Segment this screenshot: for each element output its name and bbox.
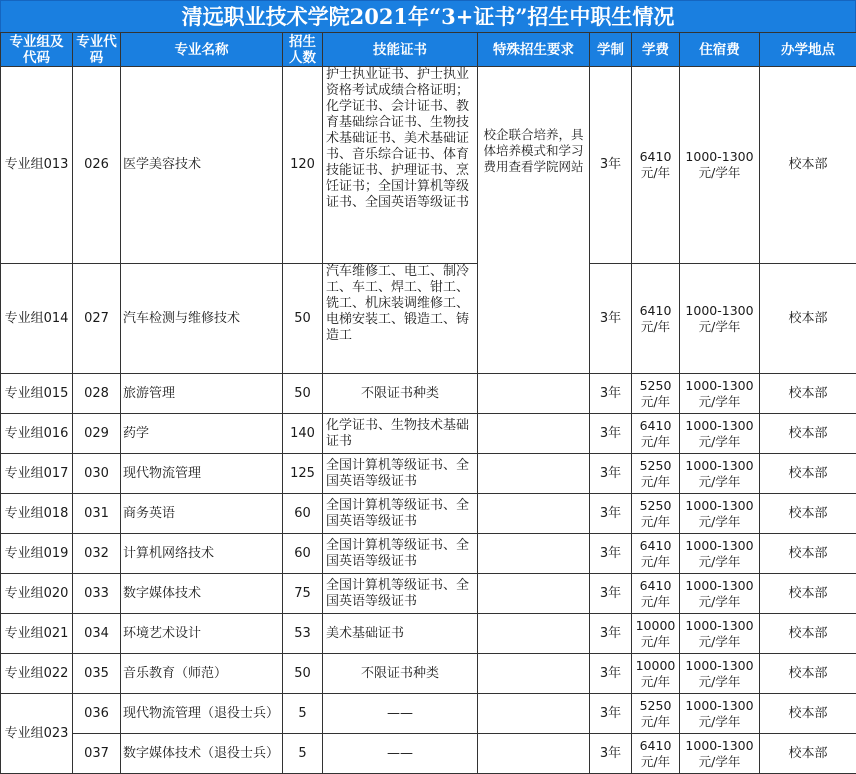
count-cell: 60 (283, 534, 323, 574)
tuition-cell: 6410元/年 (632, 67, 680, 264)
major-name-cell: 现代物流管理 (121, 454, 283, 494)
tuition-cell: 6410元/年 (632, 734, 680, 774)
tuition-cell: 5250元/年 (632, 494, 680, 534)
cert-cell: 全国计算机等级证书、全国英语等级证书 (323, 534, 478, 574)
code-cell: 031 (73, 494, 121, 534)
accommodation-cell: 1000-1300元/学年 (680, 574, 760, 614)
location-cell: 校本部 (760, 574, 856, 614)
location-cell: 校本部 (760, 414, 856, 454)
table-row (1, 694, 856, 734)
count-cell: 50 (283, 374, 323, 414)
special-req-cell (478, 374, 590, 414)
duration-cell: 3年 (590, 654, 632, 694)
location-cell: 校本部 (760, 454, 856, 494)
special-req-cell (478, 734, 590, 774)
group-cell: 专业组013 (1, 67, 73, 264)
code-cell: 026 (73, 67, 121, 264)
cert-cell: 全国计算机等级证书、全国英语等级证书 (323, 494, 478, 534)
location-cell: 校本部 (760, 494, 856, 534)
duration-cell: 3年 (590, 67, 632, 264)
duration-cell: 3年 (590, 494, 632, 534)
table-row (1, 654, 856, 694)
accommodation-cell: 1000-1300元/学年 (680, 534, 760, 574)
code-cell: 029 (73, 414, 121, 454)
count-cell: 5 (283, 734, 323, 774)
location-cell: 校本部 (760, 264, 856, 374)
special-req-cell (478, 694, 590, 734)
header-duration: 学制 (590, 33, 632, 67)
location-cell: 校本部 (760, 614, 856, 654)
count-cell: 125 (283, 454, 323, 494)
accommodation-cell: 1000-1300元/学年 (680, 414, 760, 454)
duration-cell: 3年 (590, 734, 632, 774)
cert-cell: 化学证书、生物技术基础证书 (323, 414, 478, 454)
duration-cell: 3年 (590, 574, 632, 614)
count-cell: 60 (283, 494, 323, 534)
special-req-cell (478, 67, 590, 374)
group-cell: 专业组015 (1, 374, 73, 414)
count-cell: 50 (283, 264, 323, 374)
header-skill-cert: 技能证书 (323, 33, 478, 67)
tuition-cell: 6410元/年 (632, 534, 680, 574)
header-major-code: 专业代码 (73, 33, 121, 67)
major-name-cell: 汽车检测与维修技术 (121, 264, 283, 374)
duration-cell: 3年 (590, 454, 632, 494)
major-name-cell: 计算机网络技术 (121, 534, 283, 574)
special-req-cell (478, 454, 590, 494)
header-group-code: 专业组及代码 (1, 33, 73, 67)
count-cell: 53 (283, 614, 323, 654)
cert-cell: 全国计算机等级证书、全国英语等级证书 (323, 454, 478, 494)
tuition-cell: 6410元/年 (632, 574, 680, 614)
accommodation-cell: 1000-1300元/学年 (680, 694, 760, 734)
header-special-req: 特殊招生要求 (478, 33, 590, 67)
special-req-text: 校企联合培养，具体培养模式和学习费用查看学院网站 (480, 67, 587, 175)
table-row (1, 414, 856, 454)
count-cell: 75 (283, 574, 323, 614)
code-cell: 037 (73, 734, 121, 774)
location-cell: 校本部 (760, 67, 856, 264)
duration-cell: 3年 (590, 694, 632, 734)
tuition-cell: 10000元/年 (632, 654, 680, 694)
group-cell: 专业组023 (1, 694, 73, 774)
table-row (1, 734, 856, 774)
count-cell: 120 (283, 67, 323, 264)
location-cell: 校本部 (760, 654, 856, 694)
header-enroll-count: 招生人数 (283, 33, 323, 67)
duration-cell: 3年 (590, 374, 632, 414)
special-req-cell (478, 654, 590, 694)
code-cell: 033 (73, 574, 121, 614)
accommodation-cell: 1000-1300元/学年 (680, 67, 760, 264)
header-major-name: 专业名称 (121, 33, 283, 67)
location-cell: 校本部 (760, 734, 856, 774)
major-name-cell: 商务英语 (121, 494, 283, 534)
major-name-cell: 医学美容技术 (121, 67, 283, 264)
cert-cell: 护士执业证书、护士执业资格考试成绩合格证明；化学证书、会计证书、教育基础综合证书、生物技术基础证书、美术基础证书、音乐综合证书、体育技能证书、护理证书、烹饪证书；全国计算机等级证书、全国英语等级证书 (323, 67, 478, 264)
header-accommodation: 住宿费 (680, 33, 760, 67)
code-cell: 034 (73, 614, 121, 654)
accommodation-cell: 1000-1300元/学年 (680, 454, 760, 494)
group-cell: 专业组022 (1, 654, 73, 694)
special-req-cell (478, 494, 590, 534)
duration-cell: 3年 (590, 534, 632, 574)
code-cell: 036 (73, 694, 121, 734)
accommodation-cell: 1000-1300元/学年 (680, 614, 760, 654)
table-row (1, 614, 856, 654)
major-name-cell: 药学 (121, 414, 283, 454)
major-name-cell: 现代物流管理（退役士兵） (121, 694, 283, 734)
code-cell: 035 (73, 654, 121, 694)
accommodation-cell: 1000-1300元/学年 (680, 734, 760, 774)
accommodation-cell: 1000-1300元/学年 (680, 374, 760, 414)
header-location: 办学地点 (760, 33, 856, 67)
special-req-cell (478, 574, 590, 614)
major-name-cell: 旅游管理 (121, 374, 283, 414)
table-row (1, 574, 856, 614)
code-cell: 030 (73, 454, 121, 494)
header-row (1, 33, 856, 67)
table-row (1, 494, 856, 534)
count-cell: 50 (283, 654, 323, 694)
special-req-cell (478, 614, 590, 654)
code-cell: 028 (73, 374, 121, 414)
cert-cell: 全国计算机等级证书、全国英语等级证书 (323, 574, 478, 614)
location-cell: 校本部 (760, 374, 856, 414)
code-cell: 032 (73, 534, 121, 574)
special-req-cell (478, 414, 590, 454)
cert-cell: —— (323, 734, 478, 774)
code-cell: 027 (73, 264, 121, 374)
major-name-cell: 音乐教育（师范） (121, 654, 283, 694)
accommodation-cell: 1000-1300元/学年 (680, 264, 760, 374)
page-title: 清远职业技术学院2021年“3+证书”招生中职生情况 (0, 0, 856, 32)
cert-cell: 美术基础证书 (323, 614, 478, 654)
group-cell: 专业组014 (1, 264, 73, 374)
accommodation-cell: 1000-1300元/学年 (680, 654, 760, 694)
location-cell: 校本部 (760, 694, 856, 734)
location-cell: 校本部 (760, 534, 856, 574)
tuition-cell: 10000元/年 (632, 614, 680, 654)
tuition-cell: 6410元/年 (632, 414, 680, 454)
cert-cell: 不限证书种类 (323, 374, 478, 414)
cert-cell: —— (323, 694, 478, 734)
accommodation-cell: 1000-1300元/学年 (680, 494, 760, 534)
table-row (1, 454, 856, 494)
group-cell: 专业组020 (1, 574, 73, 614)
table-row (1, 534, 856, 574)
duration-cell: 3年 (590, 614, 632, 654)
major-name-cell: 数字媒体技术 (121, 574, 283, 614)
duration-cell: 3年 (590, 264, 632, 374)
tuition-cell: 5250元/年 (632, 454, 680, 494)
major-name-cell: 数字媒体技术（退役士兵） (121, 734, 283, 774)
header-tuition: 学费 (632, 33, 680, 67)
table-row (1, 67, 856, 264)
group-cell: 专业组019 (1, 534, 73, 574)
tuition-cell: 5250元/年 (632, 694, 680, 734)
major-name-cell: 环境艺术设计 (121, 614, 283, 654)
group-cell: 专业组021 (1, 614, 73, 654)
group-cell: 专业组017 (1, 454, 73, 494)
group-cell: 专业组016 (1, 414, 73, 454)
group-cell: 专业组018 (1, 494, 73, 534)
cert-cell: 不限证书种类 (323, 654, 478, 694)
duration-cell: 3年 (590, 414, 632, 454)
table-row (1, 264, 856, 374)
count-cell: 140 (283, 414, 323, 454)
table-row (1, 374, 856, 414)
admission-table (0, 32, 856, 774)
tuition-cell: 5250元/年 (632, 374, 680, 414)
special-req-cell (478, 534, 590, 574)
tuition-cell: 6410元/年 (632, 264, 680, 374)
cert-cell: 汽车维修工、电工、制冷工、车工、焊工、钳工、铣工、机床装调维修工、电梯安装工、锻造工、铸造工 (323, 264, 478, 374)
count-cell: 5 (283, 694, 323, 734)
